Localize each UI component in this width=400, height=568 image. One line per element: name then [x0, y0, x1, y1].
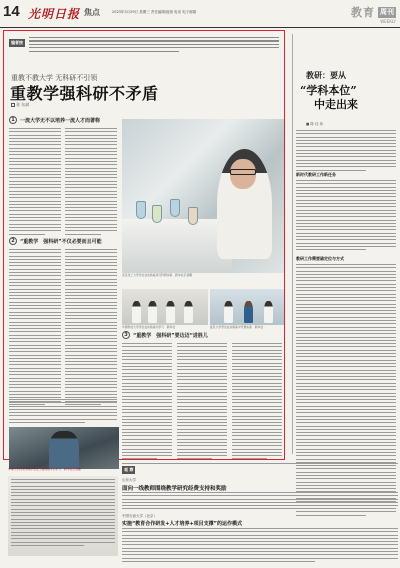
text-column — [296, 130, 396, 173]
right-kicker: 教研：要从 — [306, 71, 346, 80]
text-column — [122, 528, 398, 564]
lab-photo-main — [122, 119, 284, 273]
text-column — [65, 249, 117, 407]
featured-article[interactable] — [3, 30, 285, 460]
lower-title: 实施“教育合作研发+人才培养+项目支撑”的运作模式 — [122, 521, 242, 527]
weekly-en: WEEKLY — [380, 19, 396, 24]
column-divider — [292, 34, 293, 454]
lower-kicker: 山东大学 — [122, 478, 136, 482]
byline-icon — [11, 103, 15, 107]
section-title: “重教学 强科研”要边迈“进胜儿 — [133, 332, 208, 339]
paper-name: 光明日报 — [28, 7, 81, 21]
text-column — [9, 249, 61, 407]
photo-caption: 北京化工大学学生在实验室进行科研实验 新华社记者摄 — [122, 273, 192, 277]
editor-note — [9, 36, 280, 58]
right-subheading: 教研工作需要确定位与方式 — [296, 256, 344, 261]
lower-title: 面向一线教师围绕教学研究经费支持和奖励 — [122, 486, 227, 492]
right-headline — [300, 84, 358, 112]
text-column — [9, 128, 61, 237]
lower-kicker: 中国石油大学（北京） — [122, 514, 157, 518]
editor-note-text — [29, 37, 279, 54]
page-number: 14 — [3, 3, 20, 20]
text-column — [122, 492, 398, 512]
section-tag: 焦点 — [84, 8, 100, 17]
text-column — [296, 264, 396, 518]
editor-note-tag: 编者按 — [11, 40, 23, 45]
right-headline-line: 中走出来 — [314, 97, 358, 111]
text-column — [177, 343, 227, 462]
text-column — [122, 343, 172, 462]
weekly-label: 教育 — [351, 6, 375, 19]
section-heading-2 — [9, 237, 102, 245]
photo-caption: 中国科技大学学生在实验室中学习 新华社 — [122, 325, 176, 329]
section-heading-1 — [9, 116, 100, 124]
divider-rule — [122, 463, 398, 464]
section-number: 1 — [9, 116, 17, 124]
right-byline: ■ 陈 佳 伟 — [306, 122, 324, 126]
text-column — [11, 479, 115, 548]
weekly-sub: 周刊 — [380, 7, 394, 16]
right-subheading: 新时代教研工作新任务 — [296, 172, 336, 177]
article-subtitle: 重教不教大学 无科研不引领 — [11, 74, 98, 82]
text-column — [9, 399, 117, 425]
publication-info: 2023年3月29日 星期三 责任编辑/组版 电话 电子邮箱 — [112, 10, 197, 14]
section-title: 一流大学无不以培养一流人才而著称 — [20, 117, 101, 124]
lab-photo-2 — [122, 289, 208, 325]
article-byline — [11, 102, 29, 108]
lower-section-tag: 观 察 — [124, 467, 134, 472]
section-title: “重教学 强科研”不仅必要而且可能 — [20, 238, 102, 245]
bottom-left-block — [8, 476, 118, 556]
masthead — [0, 0, 400, 28]
section-heading-3 — [122, 331, 208, 339]
byline-text: 张 东斌 — [16, 102, 30, 107]
weekly-badge — [351, 4, 396, 20]
section-number: 3 — [122, 331, 130, 339]
section-number: 2 — [9, 237, 17, 245]
photo-caption: 复旦大学学生在实验室中开展实验 新华社 — [210, 325, 264, 329]
text-column — [232, 343, 282, 462]
workshop-photo — [9, 427, 119, 469]
lab-photo-3 — [210, 289, 284, 325]
photo-caption: 中南大学机电学院学生在工程训练中心学习 新华社记者摄 — [8, 467, 81, 471]
article-headline: 重教学强科研不矛盾 — [10, 84, 159, 103]
right-headline-line: “学科本位” — [300, 84, 357, 97]
text-column — [65, 128, 117, 237]
text-column — [296, 180, 396, 253]
